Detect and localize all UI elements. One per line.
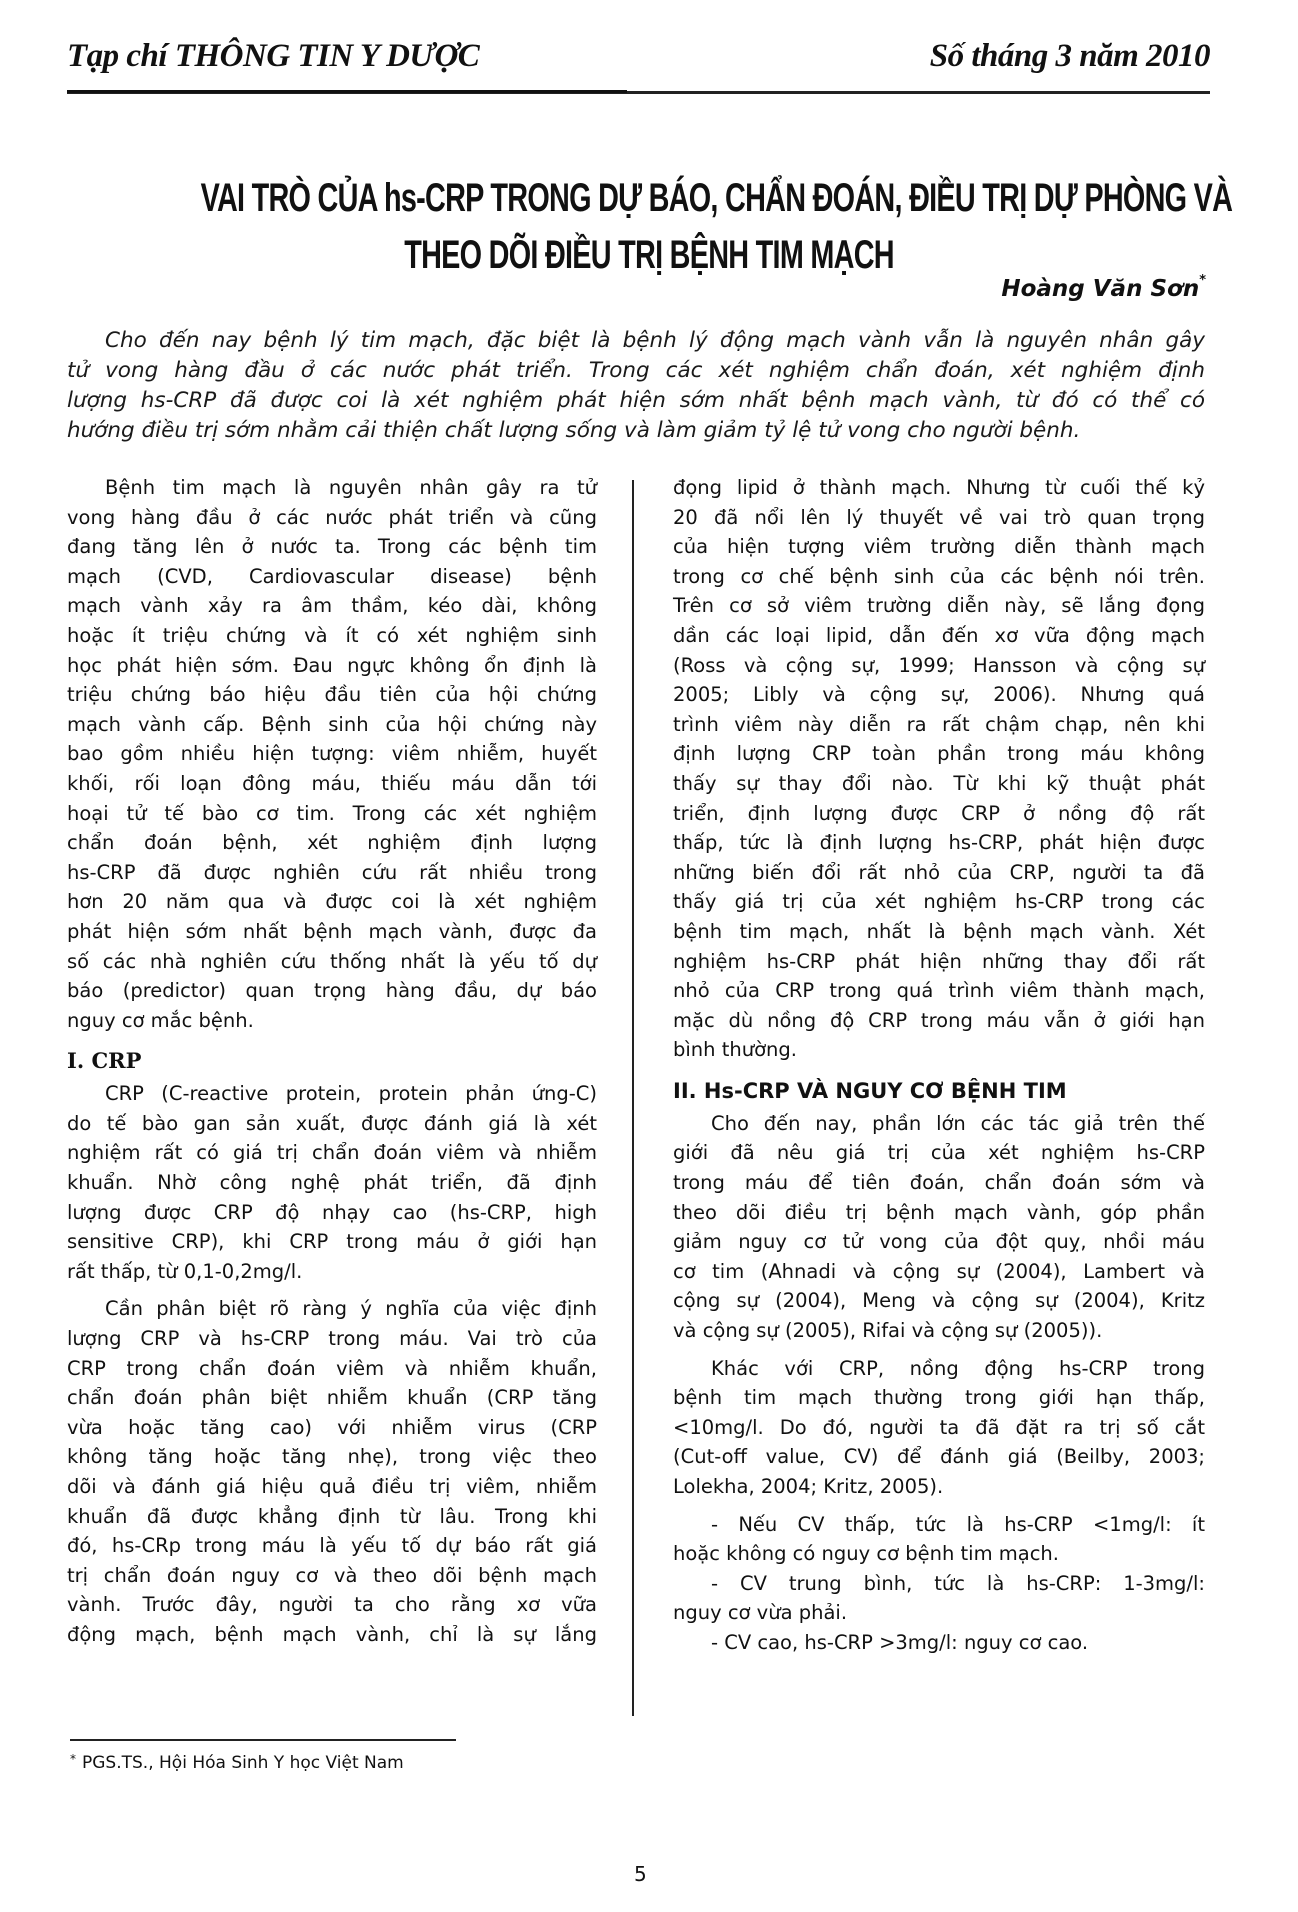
text-line: lượng hs-CRP đã được coi là xét nghiệm phát hiện sớm nhất bệnh mạch vành, từ đó có thể có [67, 388, 1205, 413]
text-line: vành. Trước đây, người ta cho rằng xơ vữa [67, 1593, 597, 1617]
text-line: giảm nguy cơ tử vong của đột quỵ, nhồi máu [673, 1230, 1205, 1254]
text-line: cộng sự (2004), Meng và cộng sự (2004), Kritz [673, 1289, 1205, 1313]
text-line: của hiện tượng viêm trường diễn thành mạch [673, 535, 1205, 559]
author-byline [1001, 273, 1206, 302]
text-line: sensitive CRP), khi CRP trong máu ở giới hạn [67, 1230, 597, 1254]
paragraph-inflammation [673, 473, 1205, 1065]
text-line: CRP (C-reactive protein, protein phản ứng-C) [105, 1082, 597, 1106]
text-line: bệnh tim mạch, nhất là bệnh mạch vành. Xét [673, 919, 1205, 943]
text-line: khuẩn. Nhờ công nghệ phát triển, đã định [67, 1171, 597, 1195]
risk-item-low [673, 1510, 1205, 1569]
paragraph-crp-definition [67, 1079, 597, 1286]
text-line: Trên cơ sở viêm trường diễn này, sẽ lắng đọng [673, 594, 1205, 618]
text-line: Khác với CRP, nồng động hs-CRP trong [711, 1356, 1205, 1380]
text-line: cơ tim (Ahnadi và cộng sự (2004), Lambert và [673, 1259, 1205, 1283]
text-line: mặc dù nồng độ CRP trong máu vẫn ở giới hạn [673, 1008, 1205, 1032]
text-line: khuẩn đã được khẳng định từ lâu. Trong khi [67, 1504, 597, 1528]
text-line: đang tăng lên ở nước ta. Trong các bệnh tim [67, 535, 597, 559]
text-line: bệnh tim mạch thường trong giới hạn thấp, [673, 1386, 1205, 1410]
text-line: - Nếu CV thấp, tức là hs-CRP <1mg/l: ít [711, 1512, 1205, 1536]
text-line: những biến đổi rất nhỏ của CRP, người ta đã [673, 860, 1205, 884]
text-line: (Cut-off value, CV) để đánh giá (Beilby, 2003; [673, 1445, 1205, 1469]
abstract [67, 326, 1205, 446]
author-footnote-mark: * [1199, 273, 1206, 289]
text-line: hướng điều trị sớm nhằm cải thiện chất lượng sống và làm giảm tỷ lệ tử vong cho người bệnh. [67, 418, 1081, 443]
paragraph-crp-vs-hscrp [67, 1294, 597, 1649]
page-number: 5 [634, 1862, 647, 1886]
text-line: rất thấp, từ 0,1-0,2mg/l. [67, 1259, 303, 1283]
text-line: <10mg/l. Do đó, người ta đã đặt ra trị số cắt [673, 1415, 1205, 1439]
text-line: đó, hs-CRp trong máu là yếu tố dự báo rất giá [67, 1534, 597, 1558]
text-line: bao gồm nhiều hiện tượng: viêm nhiễm, huyết [67, 742, 597, 766]
text-line: theo dõi điều trị bệnh mạch vành, góp phần [673, 1200, 1205, 1224]
text-line: định lượng CRP toàn phần trong máu không [673, 742, 1205, 766]
text-line: giới đã nêu giá trị của xét nghiệm hs-CRP [673, 1141, 1205, 1165]
title-text-2: THEO DÕI ĐIỀU TRỊ BỆNH TIM MẠCH [404, 233, 894, 277]
text-line: trị chẩn đoán nguy cơ và theo dõi bệnh mạch [67, 1563, 597, 1587]
footnote-rule [70, 1739, 456, 1741]
text-line: trong máu để tiên đoán, chẩn đoán sớm và [673, 1171, 1205, 1195]
footnote-mark: * [70, 1752, 76, 1766]
text-line: 20 đã nổi lên lý thuyết về vai trò quan trọng [673, 505, 1205, 529]
text-line: chẩn đoán bệnh, xét nghiệm định lượng [67, 831, 597, 855]
text-line: lượng CRP và hs-CRP trong máu. Vai trò của [67, 1327, 597, 1351]
text-line: thấy sự thay đổi nào. Từ khi kỹ thuật phát [673, 771, 1205, 795]
text-line: học phát hiện sớm. Đau ngực không ổn định là [67, 653, 597, 677]
text-line: vừa hoặc tăng cao) với nhiễm virus (CRP [67, 1415, 597, 1439]
section-heading-hscrp-risk: II. Hs-CRP VÀ NGUY CƠ BỆNH TIM [673, 1078, 1067, 1103]
text-line: vong hàng đầu ở các nước phát triển và cũng [67, 505, 597, 529]
text-line: triển, định lượng được CRP ở nồng độ rất [673, 801, 1205, 825]
text-line: mạch vành xảy ra âm thầm, kéo dài, không [67, 594, 597, 618]
right-column [673, 473, 1205, 1658]
text-line: nghiệm rất có giá trị chẩn đoán viêm và nhiễm [67, 1141, 597, 1165]
text-line: triệu chứng báo hiệu đầu tiên của hội chứng [67, 683, 597, 707]
text-line: - CV cao, hs-CRP >3mg/l: nguy cơ cao. [711, 1630, 1089, 1654]
text-line: hoặc không có nguy cơ bệnh tim mạch. [673, 1542, 1059, 1566]
text-line: động mạch, bệnh mạch vành, chỉ là sự lắng [67, 1622, 597, 1646]
text-line: và cộng sự (2005), Rifai và cộng sự (2005)). [673, 1319, 1103, 1343]
text-line: chẩn đoán phân biệt nhiễm khuẩn (CRP tăng [67, 1386, 597, 1410]
text-line: mạch (CVD, Cardiovascular disease) bệnh [67, 564, 597, 588]
risk-item-medium [673, 1569, 1205, 1628]
section-heading-crp: I. CRP [67, 1048, 142, 1074]
text-line: 2005; Libly và cộng sự, 2006). Nhưng quá [673, 683, 1205, 707]
article-title-line-2 [0, 235, 1298, 275]
text-line: nghiệm hs-CRP phát hiện những thay đổi rất [673, 949, 1205, 973]
text-line: số các nhà nghiên cứu thống nhất là yếu tố dự [67, 949, 597, 973]
footnote [70, 1753, 404, 1773]
text-line: lượng được CRP độ nhạy cao (hs-CRP, high [67, 1200, 597, 1224]
text-line: thấy giá trị của xét nghiệm hs-CRP trong các [673, 890, 1205, 914]
text-line: do tế bào gan sản xuất, được đánh giá là xét [67, 1111, 597, 1135]
text-line: trình viêm này diễn ra rất chậm chạp, nên khi [673, 712, 1205, 736]
text-line: Bệnh tim mạch là nguyên nhân gây ra tử [105, 476, 597, 499]
text-line: nguy cơ mắc bệnh. [67, 1008, 254, 1032]
article-title-line-1 [0, 178, 1298, 218]
text-line: trong cơ chế bệnh sinh của các bệnh nói trên. [673, 564, 1205, 588]
text-line: dần các loại lipid, dẫn đến xơ vữa động mạch [673, 623, 1205, 647]
text-line: khối, rối loạn đông máu, thiếu máu dẫn tới [67, 771, 597, 795]
author-name: Hoàng Văn Sơn [1001, 276, 1200, 302]
text-line: Cho đến nay, phần lớn các tác giả trên thế [711, 1111, 1205, 1135]
text-line: hơn 20 năm qua và được coi là xét nghiệm [67, 890, 597, 914]
text-line: nhỏ của CRP trong quá trình viêm thành mạch, [673, 979, 1205, 1003]
text-line: phát hiện sớm nhất bệnh mạch vành, được đa [67, 919, 597, 943]
text-line: đọng lipid ở thành mạch. Nhưng từ cuối thế kỷ [673, 476, 1205, 499]
text-line: Cho đến nay bệnh lý tim mạch, đặc biệt là bệnh lý động mạch vành vẫn là nguyên nhân gây [105, 328, 1205, 353]
text-line: không tăng hoặc tăng nhẹ), trong việc theo [67, 1445, 597, 1469]
text-line: Cần phân biệt rõ ràng ý nghĩa của việc định [105, 1297, 597, 1321]
footnote-text: PGS.TS., Hội Hóa Sinh Y học Việt Nam [82, 1753, 404, 1773]
header-rule [67, 91, 1210, 94]
paragraph-cutoff [673, 1354, 1205, 1502]
text-line: hoại tử tế bào cơ tim. Trong các xét nghiệm [67, 801, 597, 825]
column-divider [632, 480, 634, 1716]
text-line: (Ross và cộng sự, 1999; Hansson và cộng sự [673, 653, 1205, 677]
journal-name: Tạp chí THÔNG TIN Y DƯỢC [67, 38, 480, 74]
text-line: thấp, tức là định lượng hs-CRP, phát hiện được [673, 831, 1205, 855]
risk-item-high [673, 1628, 1205, 1658]
text-line: Lolekha, 2004; Kritz, 2005). [673, 1475, 944, 1498]
running-header [67, 38, 1210, 82]
paragraph-hscrp-studies [673, 1109, 1205, 1346]
text-line: mạch vành cấp. Bệnh sinh của hội chứng này [67, 712, 597, 736]
text-line: dõi và đánh giá hiệu quả điều trị viêm, nhiễm [67, 1475, 597, 1498]
issue-date: Số tháng 3 năm 2010 [929, 38, 1210, 74]
text-line: bình thường. [673, 1038, 797, 1062]
text-line: - CV trung bình, tức là hs-CRP: 1-3mg/l: [711, 1571, 1205, 1595]
paragraph-intro [67, 473, 597, 1035]
text-line: hoặc ít triệu chứng và ít có xét nghiệm sinh [67, 623, 597, 647]
text-line: tử vong hàng đầu ở các nước phát triển. Trong các xét nghiệm chẩn đoán, xét nghiệm định [67, 358, 1205, 383]
text-line: hs-CRP đã được nghiên cứu rất nhiều trong [67, 860, 597, 884]
text-line: nguy cơ vừa phải. [673, 1601, 848, 1625]
text-line: CRP trong chẩn đoán viêm và nhiễm khuẩn, [67, 1356, 597, 1380]
text-line: báo (predictor) quan trọng hàng đầu, dự báo [67, 979, 597, 1003]
left-column [67, 473, 597, 1650]
title-text-1: VAI TRÒ CỦA hs-CRP TRONG DỰ BÁO, CHẨN ĐOÁN, ĐIỀU TRỊ DỰ PHÒNG VÀ [200, 176, 1233, 220]
